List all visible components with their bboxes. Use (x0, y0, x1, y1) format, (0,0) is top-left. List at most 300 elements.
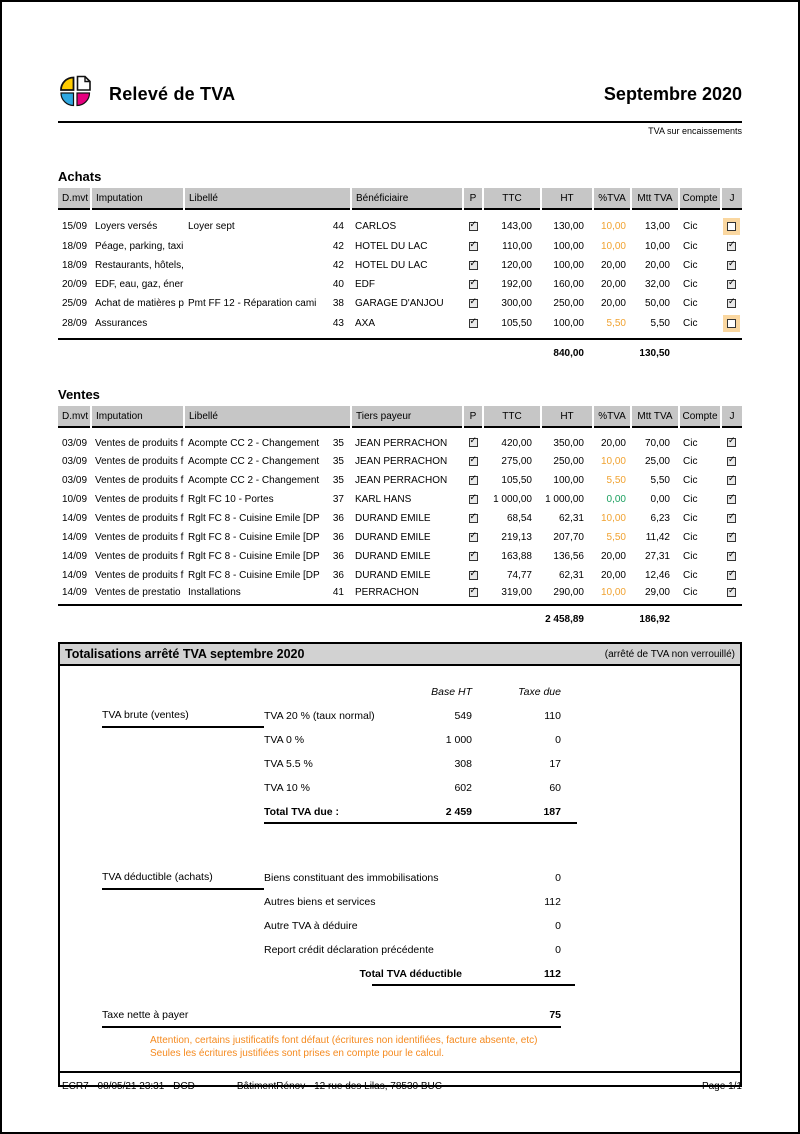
cell-tva-rate: 10,00 (600, 587, 626, 598)
totals-cell: 0 (555, 872, 561, 884)
cell-ttc: 192,00 (501, 279, 532, 290)
cell-imputation: Ventes de prestatio (95, 587, 181, 598)
tva-mode-label: TVA sur encaissements (648, 126, 742, 136)
cell-imputation: Ventes de produits f (95, 475, 184, 486)
cell-justificatif (721, 452, 742, 471)
cell-date: 03/09 (62, 437, 88, 449)
checked-checkbox-icon (469, 588, 478, 597)
checked-checkbox-icon (469, 514, 478, 523)
table-row (58, 471, 742, 490)
row-label: Autres biens et services (264, 896, 376, 908)
totals-row (102, 752, 561, 776)
totals-row (102, 728, 561, 752)
cell-tva-amount: 50,00 (644, 298, 670, 309)
table-header-row (58, 406, 742, 427)
cell-tiers: DURAND EMILE (355, 551, 431, 562)
table-row (58, 313, 742, 339)
totalisations-section (58, 642, 742, 1087)
checked-checkbox-icon (469, 476, 478, 485)
column-total: 840,00 (541, 339, 593, 363)
column-total: 2 458,89 (541, 605, 593, 629)
libelle-text: Pmt FF 12 - Réparation cami (188, 298, 317, 309)
cell-tiers: GARAGE D'ANJOU (355, 298, 444, 309)
totalisations-rows (102, 680, 740, 1028)
cell-tiers: HOTEL DU LAC (355, 260, 428, 271)
cell-date: 03/09 (62, 456, 88, 467)
lock-status-note: (arrêté de TVA non verrouillé) (604, 648, 735, 660)
cell-ht: 250,00 (553, 298, 584, 309)
cell-tva-amount: 10,00 (644, 241, 670, 252)
totals-cell: 602 (454, 782, 472, 794)
cell-imputation: Ventes de produits f (95, 532, 184, 543)
cell-date: 14/09 (62, 587, 88, 598)
totals-cell: 0 (555, 734, 561, 746)
checked-checkbox-icon (727, 476, 736, 485)
cell-tiers: KARL HANS (355, 494, 412, 505)
tiers-number: 36 (332, 551, 344, 562)
missing-justificatif-highlight (723, 218, 740, 235)
cell-libelle (184, 509, 351, 528)
column-header: Libellé (184, 406, 351, 427)
cell-imputation: Ventes de produits f (95, 437, 184, 449)
unchecked-checkbox-icon (727, 319, 736, 328)
cell-tva-amount: 0,00 (650, 494, 670, 505)
totals-row (102, 1004, 561, 1028)
table-row (58, 256, 742, 275)
checked-checkbox-icon (727, 495, 736, 504)
cell-ht: 100,00 (553, 260, 584, 271)
group-label-tva-brute: TVA brute (ventes) (102, 704, 264, 728)
totals-cell: 187 (543, 806, 561, 818)
tiers-number: 36 (332, 570, 344, 581)
column-header: J (721, 188, 742, 209)
cell-date: 03/09 (62, 475, 88, 486)
achats-section-title: Achats (58, 169, 102, 184)
cell-ttc: 105,50 (501, 475, 532, 486)
cell-tva-rate: 20,00 (600, 570, 626, 581)
cell-tiers: DURAND EMILE (355, 570, 431, 581)
cell-pointage (463, 509, 483, 528)
cell-date: 14/09 (62, 551, 88, 562)
empty-cell (679, 605, 742, 629)
checked-checkbox-icon (727, 514, 736, 523)
cell-imputation: Achat de matières p (95, 298, 184, 309)
cell-ttc: 163,88 (501, 551, 532, 562)
cell-date: 14/09 (62, 570, 88, 581)
cell-tva-rate: 20,00 (600, 437, 626, 449)
table-row (58, 427, 742, 452)
cell-ht: 136,56 (553, 551, 584, 562)
empty-cell (593, 339, 631, 363)
cell-justificatif (721, 490, 742, 509)
cell-compte: Cic (683, 260, 698, 271)
cell-tva-amount: 11,42 (645, 532, 670, 543)
column-header: J (721, 406, 742, 427)
totals-cell: 110 (544, 710, 561, 722)
checked-checkbox-icon (469, 495, 478, 504)
column-header: TTC (483, 188, 541, 209)
column-header: %TVA (593, 406, 631, 427)
cell-tva-amount: 70,00 (644, 437, 670, 449)
checked-checkbox-icon (469, 261, 478, 270)
ventes-section (58, 387, 742, 629)
libelle-text: Rglt FC 8 - Cuisine Emile [DP (188, 513, 320, 524)
report-period: Septembre 2020 (603, 83, 742, 104)
footer-file-info: ECR7 - 08/05/21 23:31 - DCD (62, 1081, 195, 1092)
cell-tiers: AXA (355, 318, 376, 329)
net-tax-label: Taxe nette à payer (102, 1004, 472, 1028)
row-label: TVA 0 % (264, 734, 305, 746)
cell-imputation: EDF, eau, gaz, éner (95, 279, 184, 290)
checked-checkbox-icon (469, 533, 478, 542)
empty-cell (58, 339, 541, 363)
cell-imputation: Ventes de produits f (95, 551, 184, 562)
column-header: Tiers payeur (351, 406, 463, 427)
checked-checkbox-icon (469, 222, 478, 231)
cell-pointage (463, 256, 483, 275)
table-row (58, 275, 742, 294)
cell-tva-rate: 10,00 (600, 456, 626, 467)
cell-libelle (184, 490, 351, 509)
totals-cell: 2 459 (445, 806, 472, 818)
cell-compte: Cic (683, 494, 698, 505)
cell-tva-amount: 32,00 (644, 279, 670, 290)
checked-checkbox-icon (469, 299, 478, 308)
libelle-text: Acompte CC 2 - Changement (188, 456, 320, 467)
cell-imputation: Péage, parking, taxi (95, 241, 184, 252)
cell-justificatif (721, 237, 742, 256)
libelle-text: Installations (188, 587, 241, 598)
empty-cell (593, 605, 631, 629)
column-header: Bénéficiaire (351, 188, 463, 209)
cell-justificatif (721, 585, 742, 605)
tiers-number: 42 (332, 260, 344, 271)
cell-pointage (463, 275, 483, 294)
cell-tva-amount: 29,00 (644, 587, 670, 598)
cell-tva-rate: 5,50 (606, 532, 626, 543)
totalisations-header (58, 642, 742, 666)
cell-ttc: 420,00 (501, 437, 532, 449)
cell-justificatif (721, 547, 742, 566)
table-totals-row (58, 605, 742, 629)
cell-libelle (184, 528, 351, 547)
tiers-number: 38 (332, 298, 344, 309)
ventes-section-title: Ventes (58, 387, 100, 402)
cell-justificatif (721, 256, 742, 275)
cell-ht: 62,31 (558, 570, 584, 581)
totals-cell: 0 (555, 944, 561, 956)
cell-tva-rate: 20,00 (600, 551, 626, 562)
checked-checkbox-icon (727, 533, 736, 542)
cell-tva-rate: 10,00 (600, 241, 626, 252)
cell-tiers: DURAND EMILE (355, 532, 431, 543)
tiers-number: 42 (332, 241, 344, 252)
checked-checkbox-icon (727, 261, 736, 270)
total-tva-due-label: Total TVA due : (264, 806, 340, 818)
totals-row (102, 890, 561, 914)
totals-row (102, 680, 561, 704)
cell-compte: Cic (683, 513, 698, 524)
column-header: Mtt TVA (631, 406, 679, 427)
header-divider (58, 121, 742, 123)
cell-ht: 100,00 (553, 475, 584, 486)
cell-tva-rate: 20,00 (600, 279, 626, 290)
column-header: P (463, 406, 483, 427)
totals-row (102, 962, 561, 986)
cell-tva-amount: 6,23 (650, 513, 670, 524)
tiers-number: 41 (332, 587, 344, 598)
checked-checkbox-icon (469, 242, 478, 251)
cell-tiers: PERRACHON (355, 587, 419, 598)
checked-checkbox-icon (469, 457, 478, 466)
cell-imputation: Ventes de produits f (95, 456, 184, 467)
cell-tva-rate: 5,50 (606, 318, 626, 329)
cell-ttc: 120,00 (501, 260, 532, 271)
table-row (58, 585, 742, 605)
cell-tva-rate: 0,00 (606, 494, 626, 505)
table-row (58, 528, 742, 547)
column-header: %TVA (593, 188, 631, 209)
cell-date: 14/09 (62, 513, 88, 524)
totalisations-body (58, 666, 742, 1087)
cell-tiers: EDF (355, 279, 375, 290)
cell-ht: 207,70 (553, 532, 584, 543)
cell-libelle (184, 294, 351, 313)
row-label: TVA 10 % (264, 782, 310, 794)
cell-date: 28/09 (62, 318, 88, 329)
cell-compte: Cic (683, 279, 698, 290)
cell-compte: Cic (683, 456, 698, 467)
tiers-number: 43 (332, 318, 344, 329)
cell-pointage (463, 490, 483, 509)
page-title: Relevé de TVA (109, 83, 236, 104)
column-total: 130,50 (631, 339, 679, 363)
total-tva-deductible-label: Total TVA déductible (359, 968, 462, 980)
cell-pointage (463, 547, 483, 566)
totals-cell: 112 (544, 968, 561, 980)
cell-tiers: HOTEL DU LAC (355, 241, 428, 252)
col-base-ht: Base HT (431, 686, 472, 698)
cell-date: 10/09 (62, 494, 88, 505)
cell-imputation: Loyers versés (95, 221, 158, 232)
cell-justificatif (721, 209, 742, 237)
cell-compte: Cic (683, 570, 698, 581)
cell-compte: Cic (683, 298, 698, 309)
checked-checkbox-icon (727, 457, 736, 466)
cell-justificatif (721, 313, 742, 339)
checked-checkbox-icon (727, 552, 736, 561)
cell-ht: 130,00 (553, 221, 584, 232)
warning-line-1: Attention, certains justificatifs font défaut (écritures non identifiées, facture absente, etc) (150, 1035, 538, 1046)
column-header: Mtt TVA (631, 188, 679, 209)
cell-tva-amount: 20,00 (644, 260, 670, 271)
cell-justificatif (721, 566, 742, 585)
cell-imputation: Ventes de produits f (95, 494, 184, 505)
cell-ttc: 68,54 (506, 513, 532, 524)
cell-ttc: 219,13 (501, 532, 532, 543)
tiers-number: 35 (332, 437, 344, 449)
cell-tva-amount: 27,31 (644, 551, 670, 562)
cell-ttc: 319,00 (501, 587, 532, 598)
cell-tva-rate: 10,00 (600, 221, 626, 232)
cell-date: 18/09 (62, 260, 88, 271)
footer-divider (58, 1071, 742, 1073)
cell-ht: 100,00 (553, 241, 584, 252)
footer-page-number: Page 1/1 (701, 1081, 742, 1092)
totals-cell: 112 (544, 896, 561, 908)
cell-libelle (184, 452, 351, 471)
table-row (58, 452, 742, 471)
row-label: TVA 5.5 % (264, 758, 313, 770)
libelle-text: Rglt FC 8 - Cuisine Emile [DP (188, 570, 320, 581)
table-row (58, 547, 742, 566)
cell-tiers: CARLOS (355, 221, 397, 232)
cell-compte: Cic (683, 437, 698, 449)
cell-imputation: Ventes de produits f (95, 570, 184, 581)
cell-justificatif (721, 427, 742, 452)
table-totals-row (58, 339, 742, 363)
cell-ttc: 300,00 (501, 298, 532, 309)
cell-justificatif (721, 528, 742, 547)
libelle-text: Acompte CC 2 - Changement (188, 437, 320, 449)
page-footer (58, 1071, 742, 1092)
cell-tiers: JEAN PERRACHON (355, 456, 448, 467)
libelle-text: Rglt FC 8 - Cuisine Emile [DP (188, 551, 320, 562)
row-label: Autre TVA à déduire (264, 920, 358, 932)
cell-justificatif (721, 294, 742, 313)
cell-libelle (184, 471, 351, 490)
totals-cell: 549 (454, 710, 472, 722)
cell-libelle (184, 237, 351, 256)
cell-libelle (184, 585, 351, 605)
app-logo-icon (58, 74, 94, 114)
tiers-number: 37 (332, 494, 344, 505)
cell-tva-amount: 13,00 (644, 221, 670, 232)
column-header: D.mvt (58, 188, 91, 209)
column-header: Compte (679, 188, 721, 209)
empty-cell (679, 339, 742, 363)
table-row (58, 509, 742, 528)
cell-pointage (463, 585, 483, 605)
net-tax-value: 75 (472, 1004, 561, 1028)
cell-ht: 160,00 (553, 279, 584, 290)
cell-libelle (184, 275, 351, 294)
cell-ttc: 110,00 (502, 241, 532, 252)
cell-tva-rate: 20,00 (600, 260, 626, 271)
cell-compte: Cic (683, 587, 698, 598)
totals-row (102, 914, 561, 938)
cell-date: 20/09 (62, 279, 88, 290)
totals-cell: 0 (555, 920, 561, 932)
cell-pointage (463, 528, 483, 547)
checked-checkbox-icon (727, 242, 736, 251)
cell-imputation: Restaurants, hôtels, (95, 260, 184, 271)
table-row (58, 209, 742, 237)
cell-libelle (184, 313, 351, 339)
cell-justificatif (721, 471, 742, 490)
cell-libelle (184, 566, 351, 585)
cell-ht: 350,00 (553, 437, 584, 449)
cell-ht: 250,00 (553, 456, 584, 467)
totals-cell: 1 000 (445, 734, 472, 746)
cell-tva-rate: 20,00 (600, 298, 626, 309)
libelle-text: Loyer sept (188, 221, 235, 232)
unchecked-checkbox-icon (727, 222, 736, 231)
column-header: TTC (483, 406, 541, 427)
cell-tiers: JEAN PERRACHON (355, 475, 448, 486)
table-header-row (58, 188, 742, 209)
totals-row (102, 800, 561, 824)
checked-checkbox-icon (727, 280, 736, 289)
cell-libelle (184, 547, 351, 566)
cell-ttc: 275,00 (501, 456, 532, 467)
cell-date: 18/09 (62, 241, 88, 252)
achats-table (58, 188, 742, 363)
totals-cell: 308 (454, 758, 472, 770)
tiers-number: 35 (332, 456, 344, 467)
cell-pointage (463, 313, 483, 339)
cell-date: 25/09 (62, 298, 88, 309)
table-row (58, 490, 742, 509)
cell-tva-amount: 12,46 (644, 570, 670, 581)
cell-ht: 62,31 (558, 513, 584, 524)
totals-cell: 17 (549, 758, 561, 770)
row-label: Report crédit déclaration précédente (264, 944, 434, 956)
cell-pointage (463, 566, 483, 585)
group-label-tva-deductible: TVA déductible (achats) (102, 866, 264, 890)
cell-tiers: DURAND EMILE (355, 513, 431, 524)
totals-row (102, 776, 561, 800)
checked-checkbox-icon (469, 438, 478, 447)
cell-ttc: 143,00 (501, 221, 532, 232)
column-header: HT (541, 188, 593, 209)
row-label: Biens constituant des immobilisations (264, 872, 439, 884)
cell-justificatif (721, 509, 742, 528)
col-taxe-due: Taxe due (518, 686, 561, 698)
cell-libelle (184, 209, 351, 237)
cell-tiers: JEAN PERRACHON (355, 437, 448, 449)
cell-ht: 1 000,00 (545, 494, 584, 505)
column-header: Compte (679, 406, 721, 427)
cell-compte: Cic (683, 475, 698, 486)
column-header: Imputation (91, 188, 184, 209)
totals-row (102, 704, 561, 728)
cell-tva-amount: 5,50 (650, 475, 670, 486)
cell-tva-rate: 5,50 (606, 475, 626, 486)
totals-cell: 60 (549, 782, 561, 794)
warning-note (150, 1034, 740, 1060)
tiers-number: 36 (332, 532, 344, 543)
cell-compte: Cic (683, 551, 698, 562)
cell-compte: Cic (683, 241, 698, 252)
cell-compte: Cic (683, 532, 698, 543)
column-header: Imputation (91, 406, 184, 427)
column-header: Libellé (184, 188, 351, 209)
checked-checkbox-icon (469, 319, 478, 328)
cell-pointage (463, 237, 483, 256)
cell-date: 14/09 (62, 532, 88, 543)
footer-company-address: BâtimentRénov - 12 rue des Lilas, 78530 BUC (236, 1081, 442, 1092)
column-header: HT (541, 406, 593, 427)
checked-checkbox-icon (727, 438, 736, 447)
warning-line-2: Seules les écritures justifiées sont prises en compte pour le calcul. (150, 1048, 445, 1059)
ventes-table (58, 406, 742, 629)
tiers-number: 36 (332, 513, 344, 524)
cell-ttc: 74,77 (506, 570, 532, 581)
achats-section (58, 169, 742, 363)
cell-ht: 100,00 (553, 318, 584, 329)
checked-checkbox-icon (469, 280, 478, 289)
